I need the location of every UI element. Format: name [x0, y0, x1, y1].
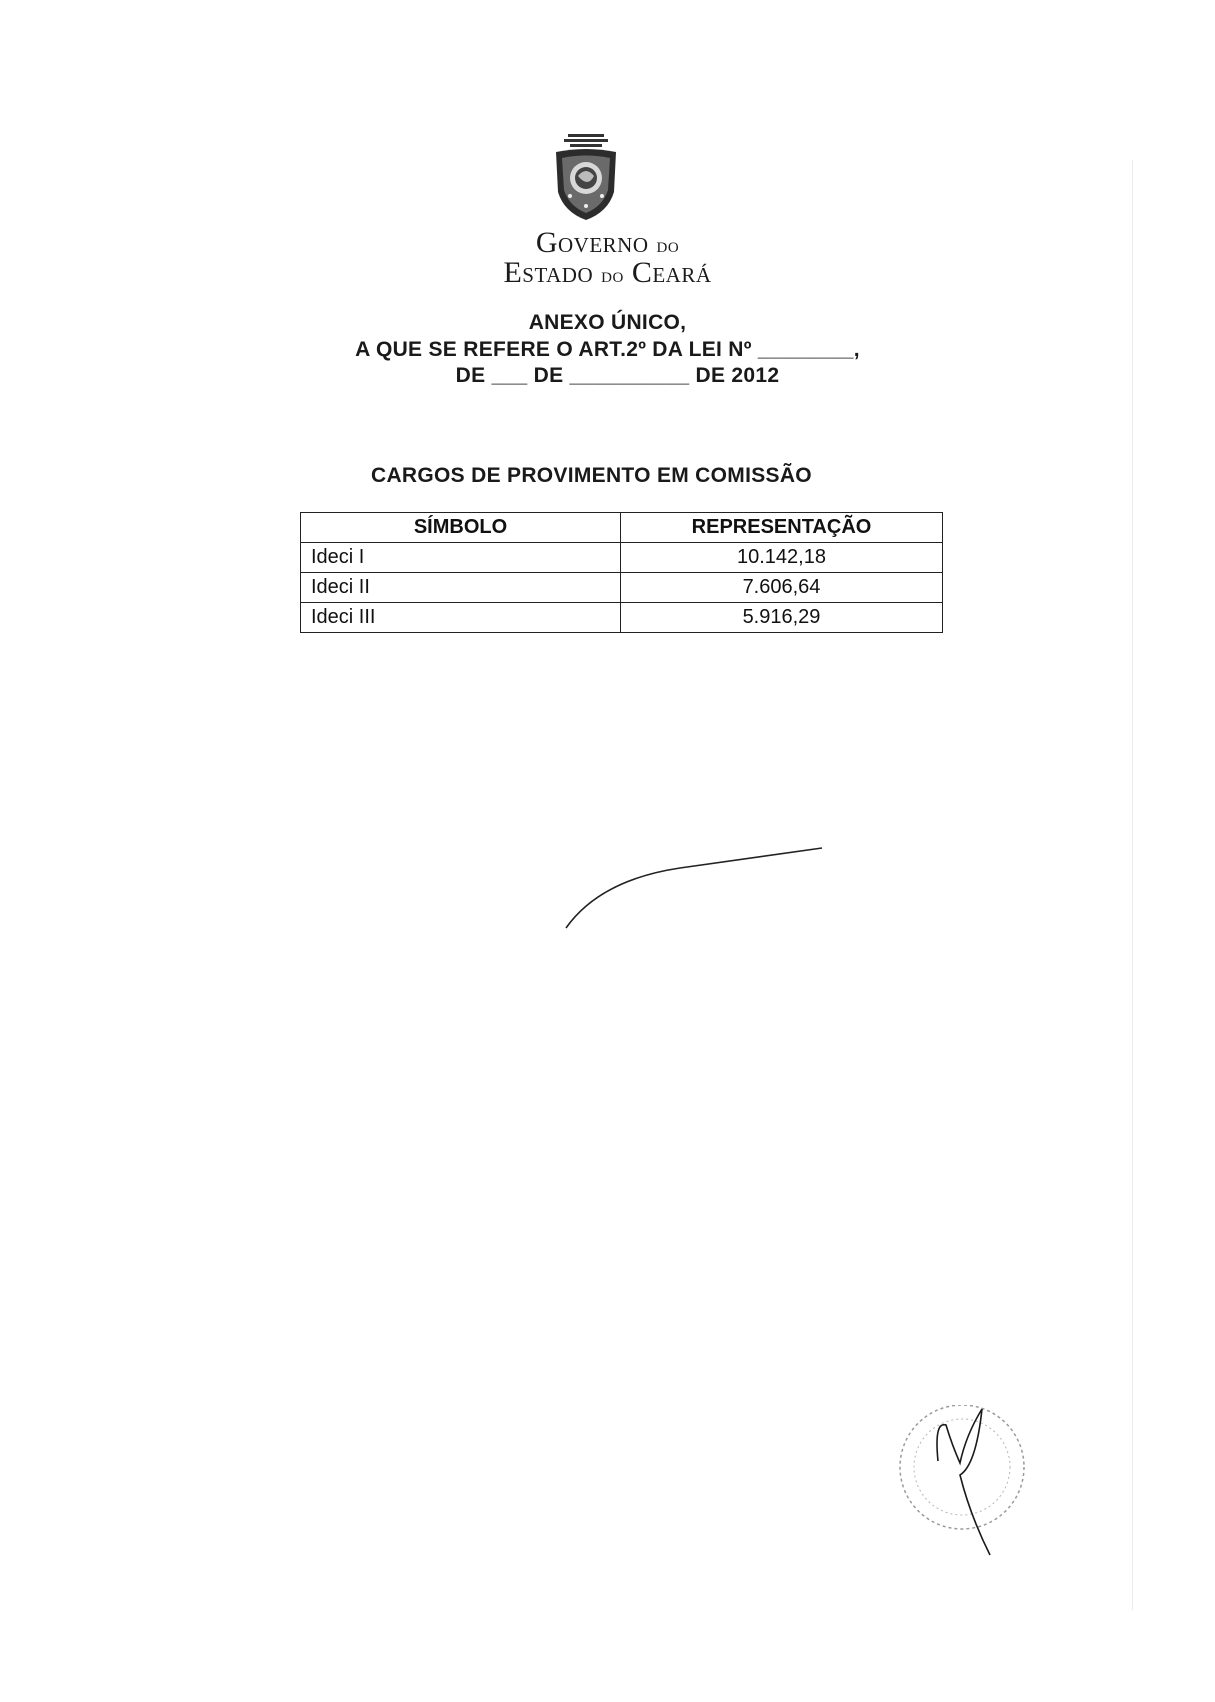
table-row — [301, 603, 943, 633]
cell-simbolo: Ideci III — [301, 603, 621, 633]
annex-date: DE ___ DE __________ DE 2012 — [455, 364, 780, 387]
cell-representacao: 7.606,64 — [621, 573, 943, 603]
cell-representacao: 5.916,29 — [621, 603, 943, 633]
header-simbolo: SÍMBOLO — [301, 513, 621, 543]
government-name-line1: Governo do — [535, 226, 680, 259]
header-representacao: REPRESENTAÇÃO — [621, 513, 943, 543]
coat-of-arms-icon — [548, 132, 624, 224]
signature-icon — [560, 840, 830, 940]
government-name-line2: Estado do Ceará — [503, 256, 712, 289]
cell-representacao: 10.142,18 — [621, 543, 943, 573]
annex-reference: A QUE SE REFERE O ART.2º DA LEI Nº ________, — [355, 338, 860, 361]
annex-title: ANEXO ÚNICO, — [528, 311, 687, 334]
table-row — [301, 543, 943, 573]
positions-table — [300, 512, 943, 633]
table-row — [301, 573, 943, 603]
cell-simbolo: Ideci II — [301, 573, 621, 603]
official-stamp-icon — [890, 1405, 1040, 1565]
section-title: CARGOS DE PROVIMENTO EM COMISSÃO — [371, 464, 812, 487]
table-header-row — [301, 513, 943, 543]
cell-simbolo: Ideci I — [301, 543, 621, 573]
